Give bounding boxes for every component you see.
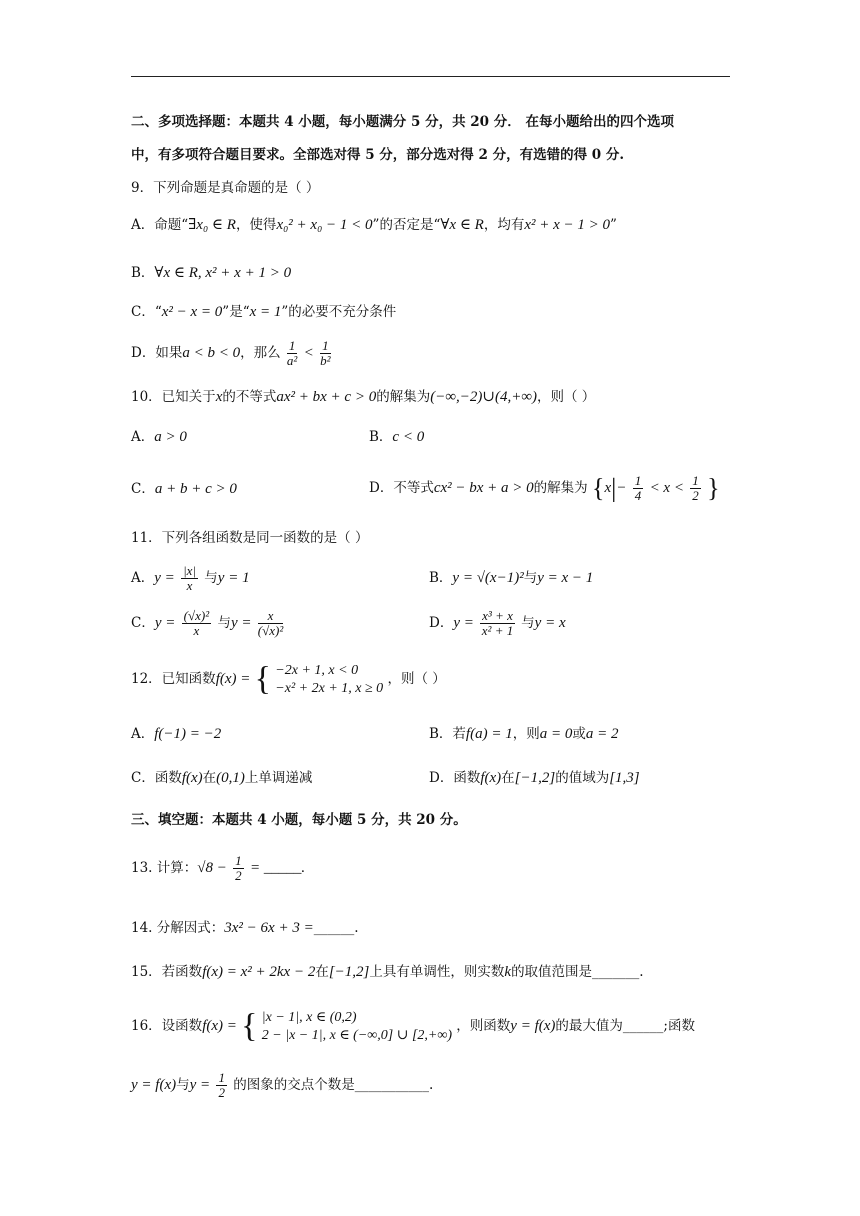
q12-option-a: A．f(−1) = −2 (131, 726, 222, 742)
q12-option-c: C．函数f(x)在(0,1)上单调递减 (131, 770, 313, 786)
fraction: $\frac{1}{\text{a²}}$ (286, 338, 298, 368)
q15: 15．若函数f(x) = x² + 2kx − 2在[−1,2]上具有单调性，则实数k的取值范围是_______. (131, 964, 644, 980)
q12-option-d: D．函数f(x)在[−1,2]的值域为[1,3] (429, 770, 640, 786)
q10-option-b: B．c < 0 (369, 429, 425, 445)
header-rule (131, 76, 730, 77)
q9-option-d: D．如果a < b < 0，那么 $\frac{1}{\text{a²}}$ < $\frac{1}{\text{b²}}$ (131, 338, 331, 368)
piecewise-cases: −2x + 1, x < 0 −x² + 2x + 1, x ≥ 0 (275, 662, 384, 696)
q9-stem: 9．下列命题是真命题的是（ ） (131, 180, 320, 196)
section3-heading: 三、填空题：本题共 4 小题，每小题 5 分，共 20 分。 (131, 812, 467, 828)
q16-line2: y = f(x)与y = $\frac{1}{2}$ 的图象的交点个数是___________. (131, 1070, 434, 1100)
q9-option-a: A．命题“∃x₀ ∈ R，使得x₀² + x₀ − 1 < 0”的否定是“∀x ∈ R，均有x² + x − 1 > 0” (131, 217, 617, 233)
q11-option-d: D．y = $\frac{\text{x³ + x}}{\text{x² + 1}}$ 与y = x (429, 608, 566, 638)
q16-line1: 16．设函数f(x) = { |x − 1|, x ∈ (0,2) 2 − |x − 1|, x ∈ (−∞,0] ∪ [2,+∞) ，则函数y = f(x)的最大值为______;函数 (131, 1007, 695, 1045)
q11-option-b: B．y = √(x−1)²与y = x − 1 (429, 570, 594, 586)
fraction: $\frac{1}{4}$ (634, 473, 642, 503)
q13: 13. 计算：√8 − $\frac{1}{2}$ = _____. (131, 853, 306, 883)
fraction: $\frac{x}{\text{(√x)²}}$ (257, 608, 284, 638)
fraction: $\frac{\text{x³ + x}}{\text{x² + 1}}$ (481, 608, 514, 638)
fraction: $\frac{1}{\text{b²}}$ (320, 338, 331, 368)
fraction: $\frac{|x|}{x}$ (183, 563, 196, 593)
fraction: $\frac{1}{2}$ (218, 1070, 225, 1100)
q11-option-a: A．y = $\frac{|x|}{x}$ 与y = 1 (131, 563, 250, 593)
fraction: $\frac{1}{2}$ (235, 853, 242, 883)
q12-option-b: B．若f(a) = 1，则a = 0或a = 2 (429, 726, 619, 742)
q10-option-d: D．不等式cx² − bx + a > 0的解集为 {x|− $\frac{1}{4}$ < x < $\frac{1}{2}$ } (369, 473, 720, 503)
fraction: $\frac{\text{(√x)²}}{x}$ (183, 608, 210, 638)
q9-option-c: C．“x² − x = 0”是“x = 1”的必要不充分条件 (131, 304, 397, 320)
q11-stem: 11．下列各组函数是同一函数的是（ ） (131, 530, 369, 546)
q11-option-c: C．y = $\frac{\text{(√x)²}}{x}$ 与y = $\frac{x}{\text{(√x)²}}$ (131, 608, 284, 638)
piecewise-cases: |x − 1|, x ∈ (0,2) 2 − |x − 1|, x ∈ (−∞,0] ∪ [2,+∞) (261, 1009, 452, 1043)
q10-option-a: A．a > 0 (131, 429, 187, 445)
fraction: $\frac{1}{2}$ (692, 473, 699, 503)
section2-heading-line2: 中，有多项符合题目要求。全部选对得 5 分，部分选对得 2 分，有选错的得 0 分. (131, 147, 625, 163)
q10-option-c: C．a + b + c > 0 (131, 481, 237, 497)
q12-stem: 12．已知函数f(x) = { −2x + 1, x < 0 −x² + 2x + 1, x ≥ 0 ，则（ ） (131, 660, 446, 698)
q14: 14. 分解因式：3x² − 6x + 3 =______. (131, 920, 359, 936)
section2-heading-line1: 二、多项选择题：本题共 4 小题，每小题满分 5 分，共 20 分． 在每小题给出的四个选项 (131, 114, 674, 130)
q9-option-b: B．∀x ∈ R, x² + x + 1 > 0 (131, 265, 292, 281)
q10-stem: 10．已知关于x的不等式ax² + bx + c > 0的解集为(−∞,−2)∪(4,+∞)，则（ ） (131, 389, 596, 405)
